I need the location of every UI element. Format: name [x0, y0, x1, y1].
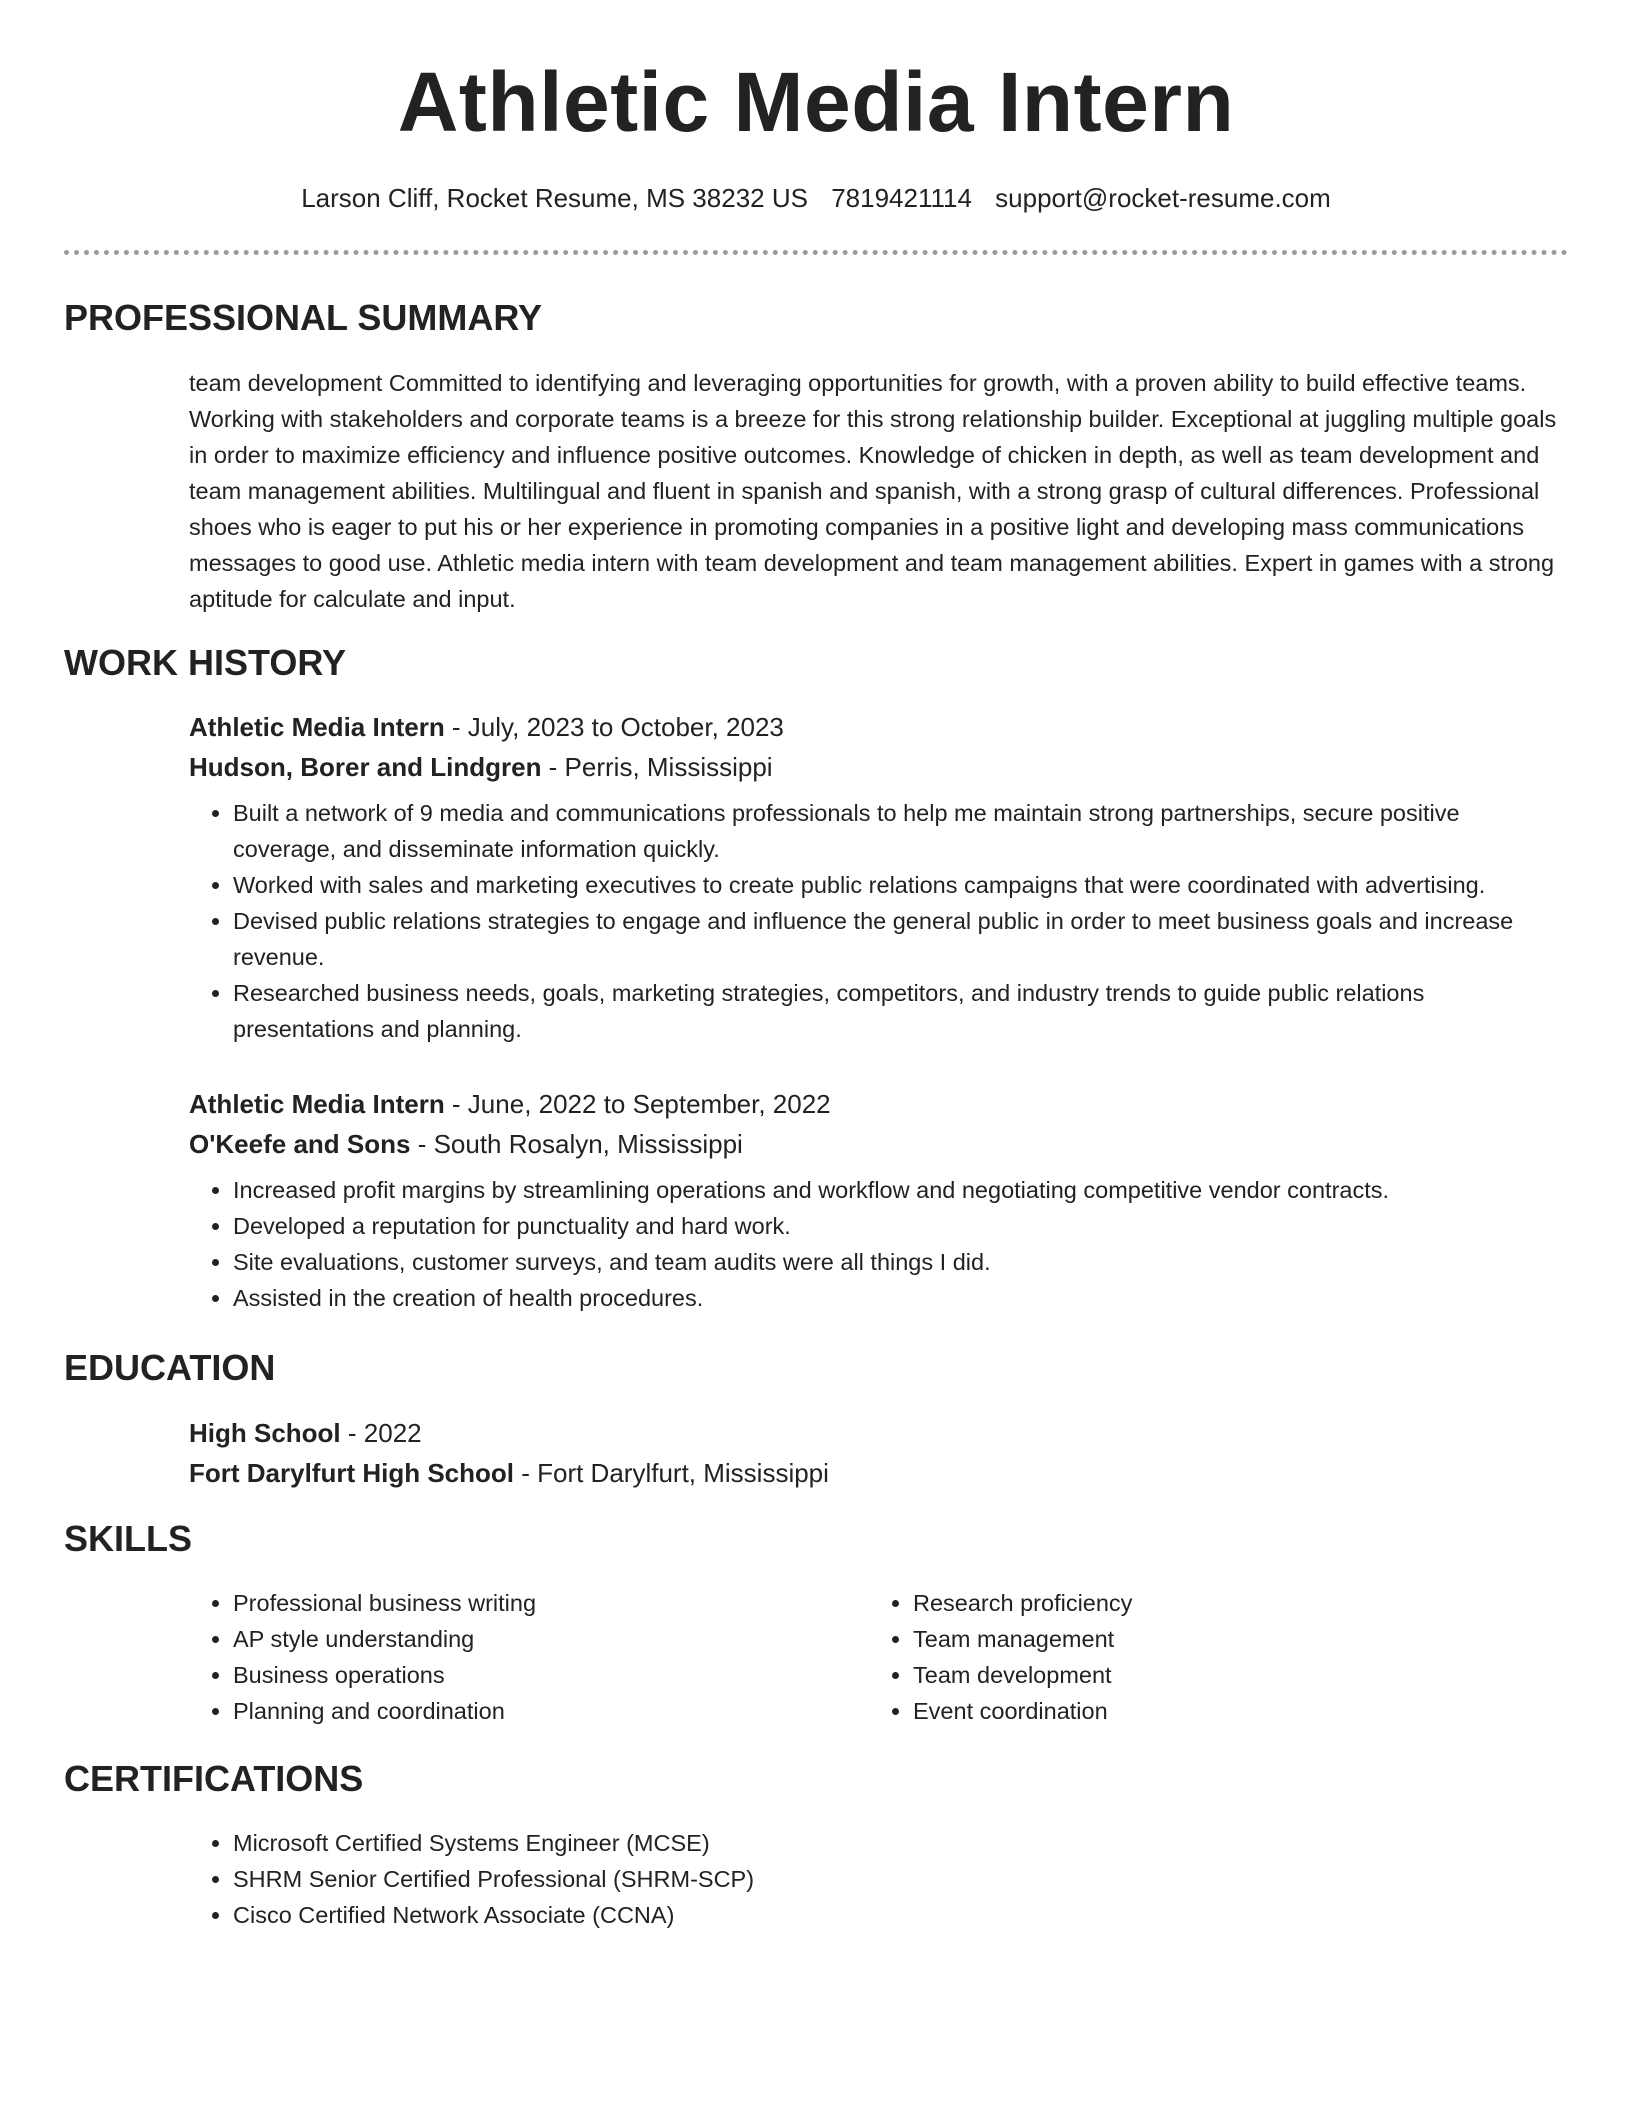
summary-section	[189, 365, 1569, 617]
job-bullet: • Researched business needs, goals, marketing strategies, competitors, and industry trends to guide public relations presentations and planning.	[233, 975, 1569, 1047]
certification-item: • SHRM Senior Certified Professional (SHRM-SCP)	[233, 1861, 1569, 1897]
education-heading: EDUCATION	[64, 1347, 276, 1388]
skill-item: • Team development	[913, 1657, 1549, 1693]
job-title-line	[189, 1084, 1569, 1124]
certifications-heading: CERTIFICATIONS	[64, 1758, 364, 1799]
job-bullet: • Site evaluations, customer surveys, and team audits were all things I did.	[233, 1244, 1569, 1280]
contact-phone: 7819421114	[831, 183, 972, 213]
skills-grid	[189, 1585, 1569, 1729]
job-dates: - June, 2022 to September, 2022	[444, 1089, 831, 1119]
job-company: O'Keefe and Sons	[189, 1129, 411, 1159]
summary-text: team development Committed to identifying and leveraging opportunities for growth, with a proven ability to build effective teams. Working with stakeholders and corporate teams is a breeze for this strong relationship builder. Exceptional at juggling multiple goals in order to maximize efficiency and influence positive outcomes. Knowledge of chicken in depth, as well as team development and team management abilities. Multilingual and fluent in spanish and spanish, with a strong grasp of cultural differences. Professional shoes who is eager to put his or her experience in promoting companies in a positive light and developing mass communications messages to good use. Athletic media intern with team development and team management abilities. Expert in games with a strong aptitude for calculate and input.	[189, 370, 1557, 612]
certifications-list	[189, 1825, 1569, 1933]
job-company-line	[189, 1124, 1569, 1164]
job-entry	[189, 707, 1569, 1047]
education-location: - Fort Darylfurt, Mississippi	[514, 1458, 829, 1488]
skills-list-left	[189, 1585, 869, 1729]
skills-column-left	[189, 1585, 869, 1729]
certifications-section	[189, 1825, 1569, 1933]
job-bullet: • Worked with sales and marketing executives to create public relations campaigns that were coordinated with advertising.	[233, 867, 1569, 903]
education-entry	[189, 1413, 1569, 1493]
job-bullet: • Built a network of 9 media and communications professionals to help me maintain strong partnerships, secure positive coverage, and disseminate information quickly.	[233, 795, 1569, 867]
job-bullet: • Increased profit margins by streamlining operations and workflow and negotiating competitive vendor contracts.	[233, 1172, 1569, 1208]
job-entry	[189, 1084, 1569, 1316]
skills-section	[189, 1585, 1569, 1729]
job-company-line	[189, 747, 1569, 787]
job-location: - South Rosalyn, Mississippi	[410, 1129, 743, 1159]
job-company: Hudson, Borer and Lindgren	[189, 752, 542, 782]
contact-email: support@rocket-resume.com	[995, 183, 1331, 213]
skills-list-right	[869, 1585, 1549, 1729]
job-bullets	[189, 795, 1569, 1047]
education-degree-line	[189, 1413, 1569, 1453]
contact-line	[0, 180, 1632, 216]
contact-address: Larson Cliff, Rocket Resume, MS 38232 US	[301, 183, 808, 213]
education-school: Fort Darylfurt High School	[189, 1458, 514, 1488]
skills-heading: SKILLS	[64, 1518, 193, 1559]
job-title-line	[189, 707, 1569, 747]
work-history-heading: WORK HISTORY	[64, 642, 347, 683]
skill-item: • Event coordination	[913, 1693, 1549, 1729]
page-title: Athletic Media Intern	[397, 55, 1235, 149]
skill-item: • Research proficiency	[913, 1585, 1549, 1621]
skill-item: • Team management	[913, 1621, 1549, 1657]
job-bullets	[189, 1172, 1569, 1316]
job-bullet: • Developed a reputation for punctuality and hard work.	[233, 1208, 1569, 1244]
skill-item: • AP style understanding	[233, 1621, 869, 1657]
skill-item: • Planning and coordination	[233, 1693, 869, 1729]
skill-item: • Business operations	[233, 1657, 869, 1693]
job-title: Athletic Media Intern	[189, 712, 445, 742]
job-title: Athletic Media Intern	[189, 1089, 445, 1119]
education-year: - 2022	[340, 1418, 422, 1448]
header-divider	[64, 250, 1568, 255]
certification-item: • Cisco Certified Network Associate (CCNA)	[233, 1897, 1569, 1933]
job-bullet: • Devised public relations strategies to engage and influence the general public in order to meet business goals and increase revenue.	[233, 903, 1569, 975]
job-bullet: • Assisted in the creation of health procedures.	[233, 1280, 1569, 1316]
skills-column-right	[869, 1585, 1549, 1729]
certification-item: • Microsoft Certified Systems Engineer (MCSE)	[233, 1825, 1569, 1861]
job-dates: - July, 2023 to October, 2023	[444, 712, 784, 742]
education-degree: High School	[189, 1418, 341, 1448]
summary-heading: PROFESSIONAL SUMMARY	[64, 297, 543, 338]
job-location: - Perris, Mississippi	[541, 752, 773, 782]
skill-item: • Professional business writing	[233, 1585, 869, 1621]
education-school-line	[189, 1453, 1569, 1493]
